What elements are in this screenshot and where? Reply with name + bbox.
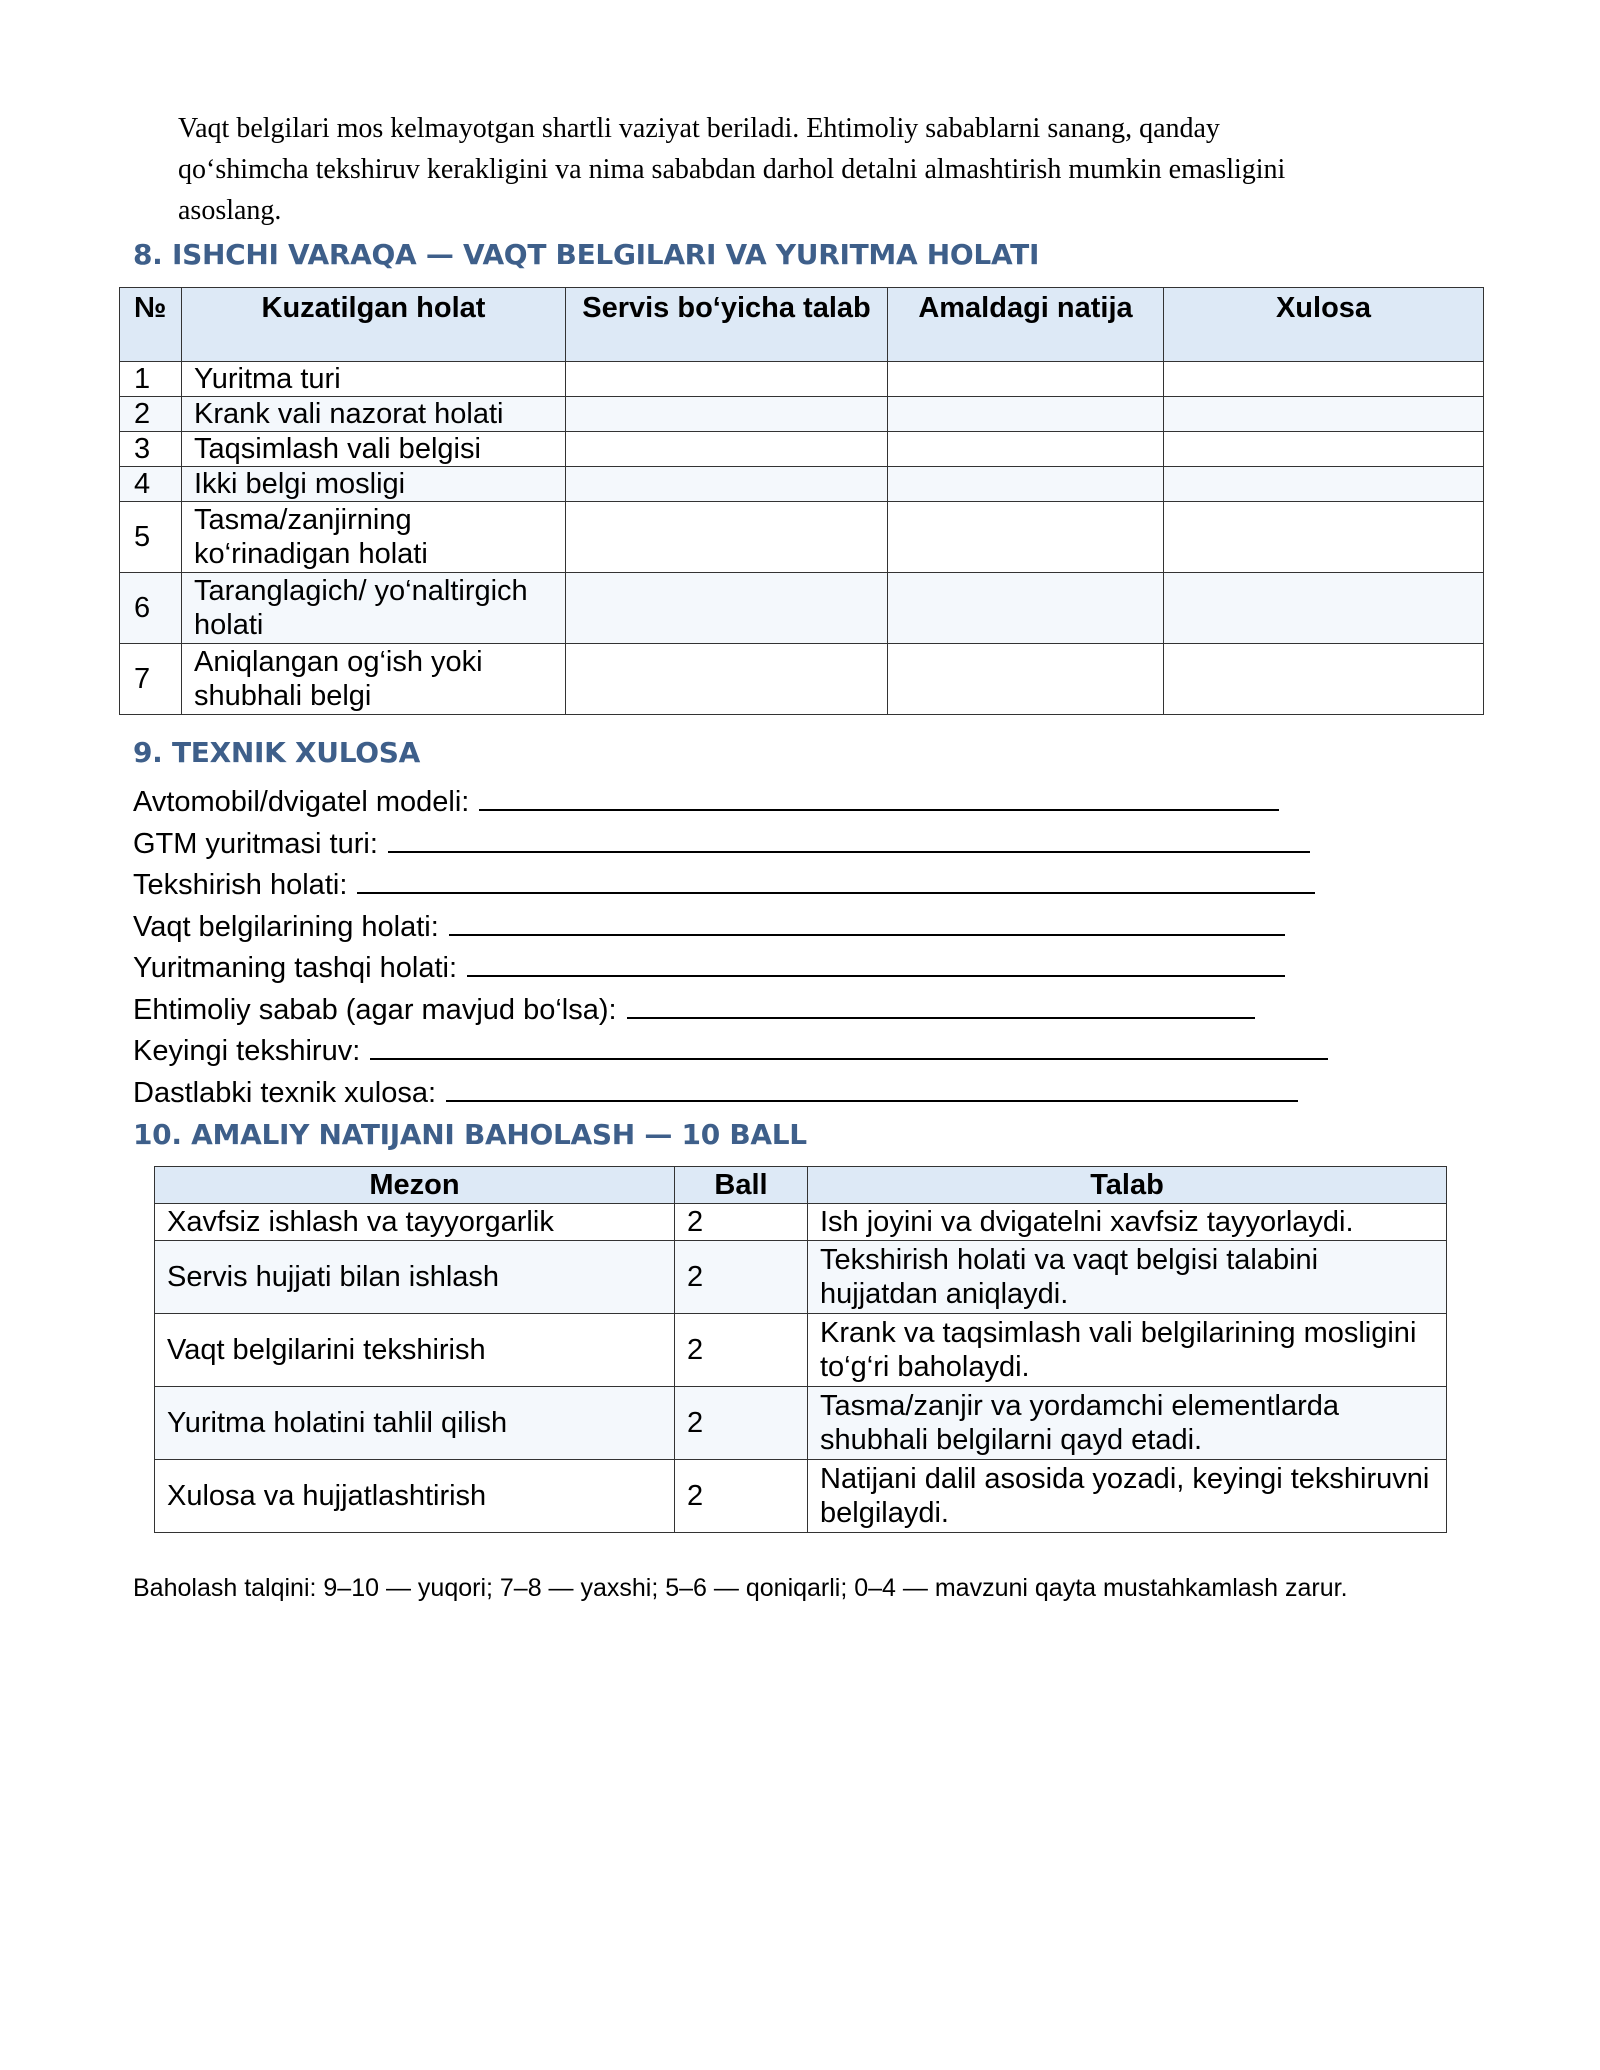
points-cell: 2 <box>675 1241 808 1314</box>
points-cell: 2 <box>675 1314 808 1387</box>
criterion-cell: Servis hujjati bilan ishlash <box>155 1241 675 1314</box>
task-intro-text <box>178 108 1438 231</box>
column-header-observed-state: Kuzatilgan holat <box>182 288 566 362</box>
field-blank-line[interactable] <box>388 827 1310 853</box>
row-number: 2 <box>120 397 182 432</box>
service-requirement-cell[interactable] <box>566 362 888 397</box>
worksheet-row <box>120 573 1484 644</box>
observed-state-cell: Taranglagich/ yo‘naltirgich holati <box>182 573 566 644</box>
observed-state-cell: Yuritma turi <box>182 362 566 397</box>
observed-state-cell: Aniqlangan og‘ish yoki shubhali belgi <box>182 644 566 715</box>
column-header-conclusion: Xulosa <box>1164 288 1484 362</box>
worksheet-row <box>120 467 1484 502</box>
worksheet-row <box>120 502 1484 573</box>
criterion-cell: Yuritma holatini tahlil qilish <box>155 1387 675 1460</box>
conclusion-cell[interactable] <box>1164 432 1484 467</box>
actual-result-cell[interactable] <box>888 397 1164 432</box>
conclusion-cell[interactable] <box>1164 397 1484 432</box>
field-blank-line[interactable] <box>467 951 1285 977</box>
grading-header-row <box>155 1167 1447 1204</box>
service-requirement-cell[interactable] <box>566 644 888 715</box>
worksheet-row <box>120 397 1484 432</box>
grading-row <box>155 1314 1447 1387</box>
field-blank-line[interactable] <box>357 868 1315 894</box>
actual-result-cell[interactable] <box>888 432 1164 467</box>
column-header-actual-result: Amaldagi natija <box>888 288 1164 362</box>
observed-state-cell: Ikki belgi mosligi <box>182 467 566 502</box>
field-label: Ehtimoliy sabab (agar mavjud bo‘lsa): <box>133 993 617 1026</box>
actual-result-cell[interactable] <box>888 502 1164 573</box>
points-cell: 2 <box>675 1204 808 1241</box>
grading-row <box>155 1204 1447 1241</box>
conclusion-cell[interactable] <box>1164 644 1484 715</box>
actual-result-cell[interactable] <box>888 467 1164 502</box>
conclusion-cell[interactable] <box>1164 573 1484 644</box>
criterion-cell: Vaqt belgilarini tekshirish <box>155 1314 675 1387</box>
points-cell: 2 <box>675 1387 808 1460</box>
field-blank-line[interactable] <box>627 993 1255 1019</box>
intro-line: asoslang. <box>178 195 282 226</box>
worksheet-row <box>120 432 1484 467</box>
grading-row <box>155 1460 1447 1533</box>
form-field <box>133 1073 1328 1115</box>
column-header-requirement: Talab <box>808 1167 1447 1204</box>
row-number: 4 <box>120 467 182 502</box>
form-field <box>133 865 1328 907</box>
intro-line: qo‘shimcha tekshiruv kerakligini va nima sababdan darhol detalni almashtirish mumkin emasligini <box>178 154 1286 185</box>
grading-interpretation-note: Baholash talqini: 9–10 — yuqori; 7–8 — yaxshi; 5–6 — qoniqarli; 0–4 — mavzuni qayta mustahkamlash zarur. <box>133 1574 1348 1602</box>
technical-conclusion-form <box>133 782 1328 1114</box>
worksheet-row <box>120 644 1484 715</box>
actual-result-cell[interactable] <box>888 573 1164 644</box>
points-cell: 2 <box>675 1460 808 1533</box>
field-label: Yuritmaning tashqi holati: <box>133 952 458 984</box>
field-label: Vaqt belgilarining holati: <box>133 910 439 943</box>
form-field <box>133 1031 1328 1073</box>
section-9-heading: 9. TEXNIK XULOSA <box>133 736 420 769</box>
row-number: 7 <box>120 644 182 715</box>
section-8-heading: 8. ISHCHI VARAQA — VAQT BELGILARI VA YURITMA HOLATI <box>133 238 1040 271</box>
service-requirement-cell[interactable] <box>566 432 888 467</box>
grading-table <box>154 1166 1447 1533</box>
conclusion-cell[interactable] <box>1164 502 1484 573</box>
service-requirement-cell[interactable] <box>566 573 888 644</box>
row-number: 1 <box>120 362 182 397</box>
actual-result-cell[interactable] <box>888 644 1164 715</box>
form-field <box>133 907 1328 949</box>
requirement-cell: Tasma/zanjir va yordamchi elementlarda shubhali belgilarni qayd etadi. <box>808 1387 1447 1460</box>
column-header-criterion: Mezon <box>155 1167 675 1204</box>
requirement-cell: Tekshirish holati va vaqt belgisi talabini hujjatdan aniqlaydi. <box>808 1241 1447 1314</box>
grading-row <box>155 1241 1447 1314</box>
worksheet-header-row <box>120 288 1484 362</box>
grading-row <box>155 1387 1447 1460</box>
row-number: 6 <box>120 573 182 644</box>
service-requirement-cell[interactable] <box>566 502 888 573</box>
service-requirement-cell[interactable] <box>566 397 888 432</box>
actual-result-cell[interactable] <box>888 362 1164 397</box>
observed-state-cell: Taqsimlash vali belgisi <box>182 432 566 467</box>
criterion-cell: Xulosa va hujjatlashtirish <box>155 1460 675 1533</box>
column-header-points: Ball <box>675 1167 808 1204</box>
row-number: 5 <box>120 502 182 573</box>
row-number: 3 <box>120 432 182 467</box>
observed-state-cell: Krank vali nazorat holati <box>182 397 566 432</box>
requirement-cell: Ish joyini va dvigatelni xavfsiz tayyorlaydi. <box>808 1204 1447 1241</box>
field-blank-line[interactable] <box>449 910 1285 936</box>
form-field <box>133 990 1328 1032</box>
field-label: Avtomobil/dvigatel modeli: <box>133 786 470 818</box>
field-label: Tekshirish holati: <box>133 869 348 901</box>
requirement-cell: Krank va taqsimlash vali belgilarining mosligini to‘g‘ri baholaydi. <box>808 1314 1447 1387</box>
worksheet-table <box>119 287 1484 715</box>
column-header-service-requirement: Servis bo‘yicha talab <box>566 288 888 362</box>
intro-line: Vaqt belgilari mos kelmayotgan shartli vaziyat beriladi. Ehtimoliy sabablarni sanang, qanday <box>178 113 1220 144</box>
worksheet-row <box>120 362 1484 397</box>
field-label: Dastlabki texnik xulosa: <box>133 1076 437 1109</box>
field-blank-line[interactable] <box>479 785 1279 811</box>
requirement-cell: Natijani dalil asosida yozadi, keyingi tekshiruvni belgilaydi. <box>808 1460 1447 1533</box>
field-blank-line[interactable] <box>446 1076 1298 1102</box>
form-field <box>133 782 1328 824</box>
service-requirement-cell[interactable] <box>566 467 888 502</box>
conclusion-cell[interactable] <box>1164 467 1484 502</box>
criterion-cell: Xavfsiz ishlash va tayyorgarlik <box>155 1204 675 1241</box>
observed-state-cell: Tasma/zanjirning ko‘rinadigan holati <box>182 502 566 573</box>
field-label: Keyingi tekshiruv: <box>133 1035 361 1067</box>
field-label: GTM yuritmasi turi: <box>133 827 378 860</box>
form-field <box>133 824 1328 866</box>
column-header-number: № <box>120 288 182 362</box>
field-blank-line[interactable] <box>370 1034 1328 1060</box>
form-field <box>133 948 1328 990</box>
section-10-heading: 10. AMALIY NATIJANI BAHOLASH — 10 BALL <box>133 1118 807 1151</box>
conclusion-cell[interactable] <box>1164 362 1484 397</box>
